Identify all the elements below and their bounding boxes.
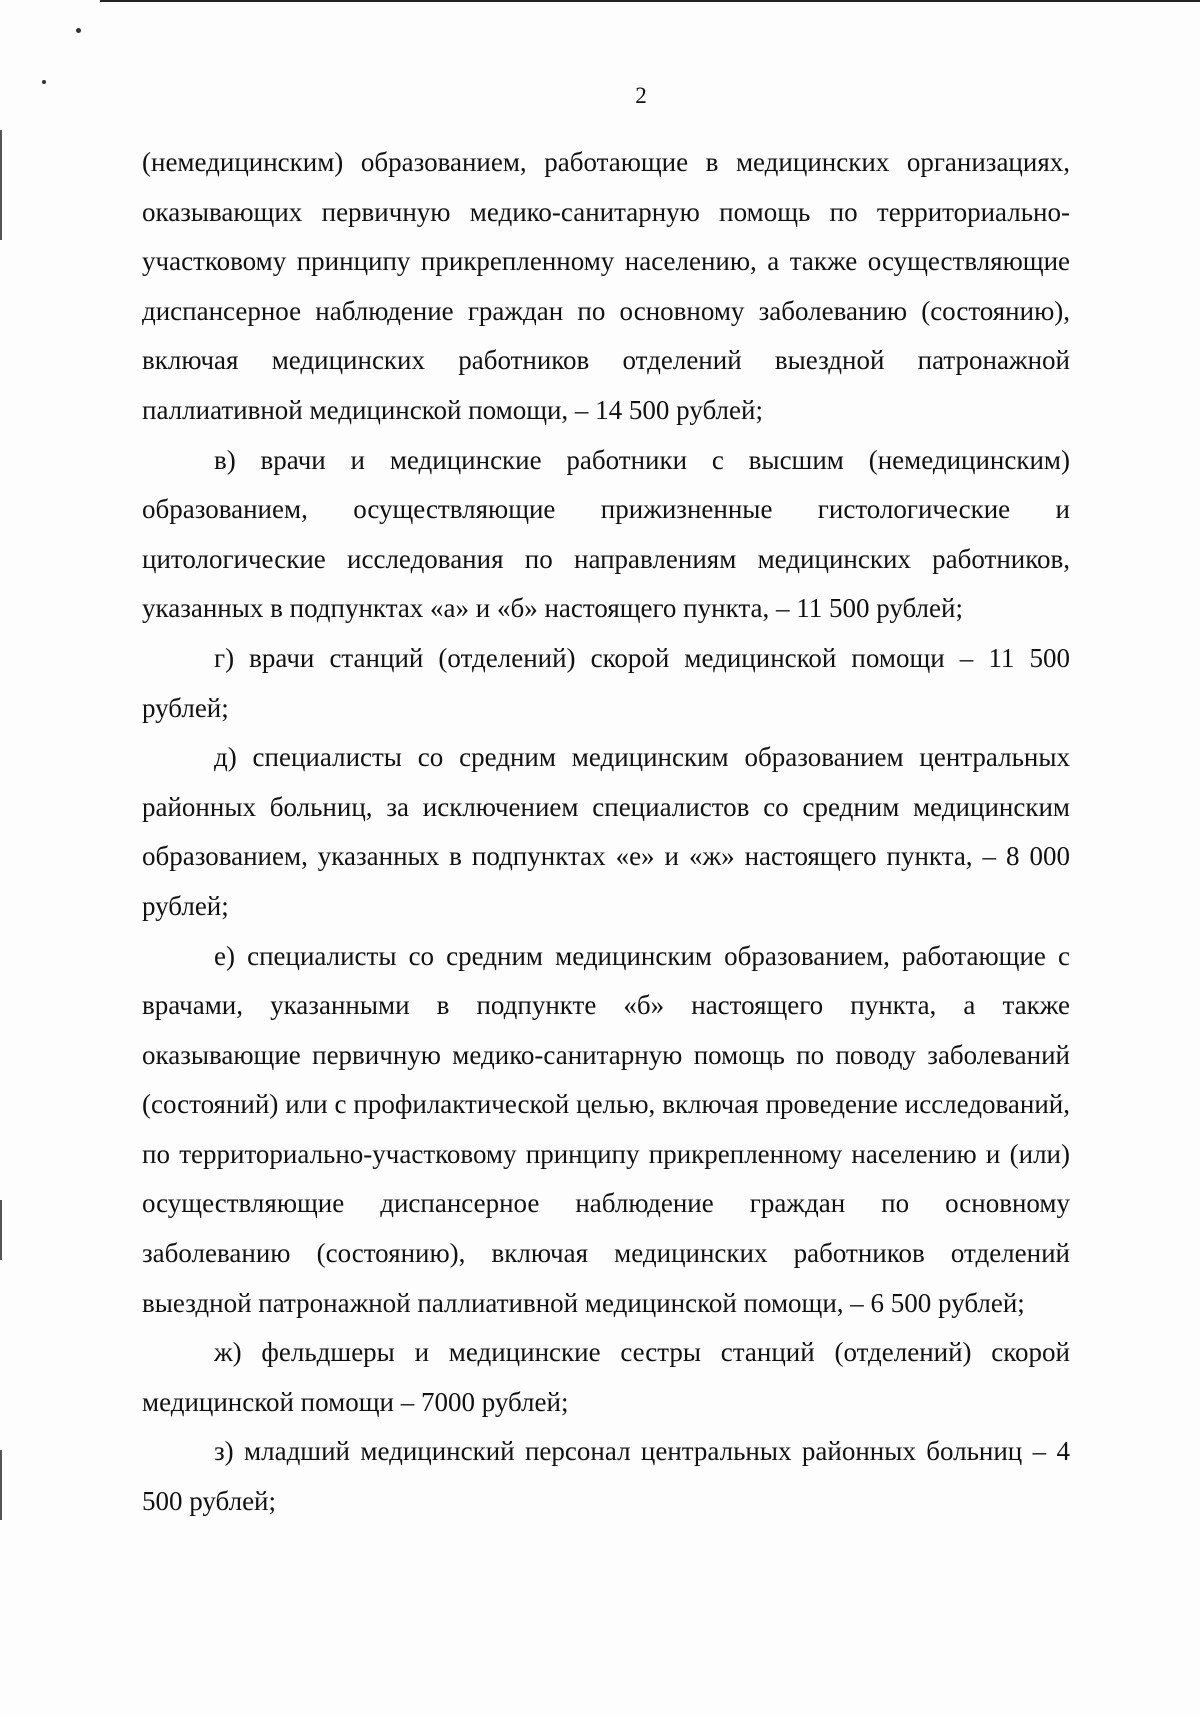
document-body [142, 138, 1070, 1527]
scan-edge-mark [0, 130, 2, 240]
scan-edge-mark [0, 1200, 2, 1260]
scan-edge-mark [0, 1450, 2, 1520]
paragraph-continuation: (немедицинским) образованием, работающие в медицинских организациях, оказывающих первичную медико-санитарную помощь по территориально-участковому принципу прикрепленному населению, а также осуществляющие диспансерное наблюдение граждан по основному заболеванию (состоянию), включая медицинских работников отделений выездной патронажной паллиативной медицинской помощи, – 14 500 рублей; [142, 147, 1070, 425]
page-number: 2 [635, 83, 647, 108]
paragraph-item-g: г) врачи станций (отделений) скорой медицинской помощи – 11 500 рублей; [142, 642, 1070, 723]
paragraph-item-z: з) младший медицинский персонал центральных районных больниц – 4 500 рублей; [142, 1436, 1070, 1517]
paragraph-item-zh: ж) фельдшеры и медицинские сестры станций (отделений) скорой медицинской помощи – 7000 рублей; [142, 1337, 1070, 1417]
paragraph-item-v: в) врачи и медицинские работники с высшим (немедицинским) образованием, осуществляющие прижизненные гистологические и цитологические исследования по направлениям медицинских работников, указанных в подпунктах «а» и «б» настоящего пункта, – 11 500 рублей; [142, 444, 1070, 624]
paragraph-item-d: д) специалисты со средним медицинским образованием центральных районных больниц, за исключением специалистов со средним медицинским образованием, указанных в подпунктах «е» и «ж» настоящего пункта, – 8 000 рублей; [142, 742, 1070, 921]
scan-edge [100, 0, 1200, 2]
scan-speck [76, 28, 81, 33]
paragraph-item-e: е) специалисты со средним медицинским образованием, работающие с врачами, указанными в подпункте «б» настоящего пункта, а также оказывающие первичную медико-санитарную помощь по поводу заболеваний (состояний) или с профилактической целью, включая проведение исследований, по территориально-участковому принципу прикрепленному населению и (или) осуществляющие диспансерное наблюдение граждан по основному заболеванию (состоянию), включая медицинских работников отделений выездной патронажной паллиативной медицинской помощи, – 6 500 рублей; [142, 940, 1070, 1318]
